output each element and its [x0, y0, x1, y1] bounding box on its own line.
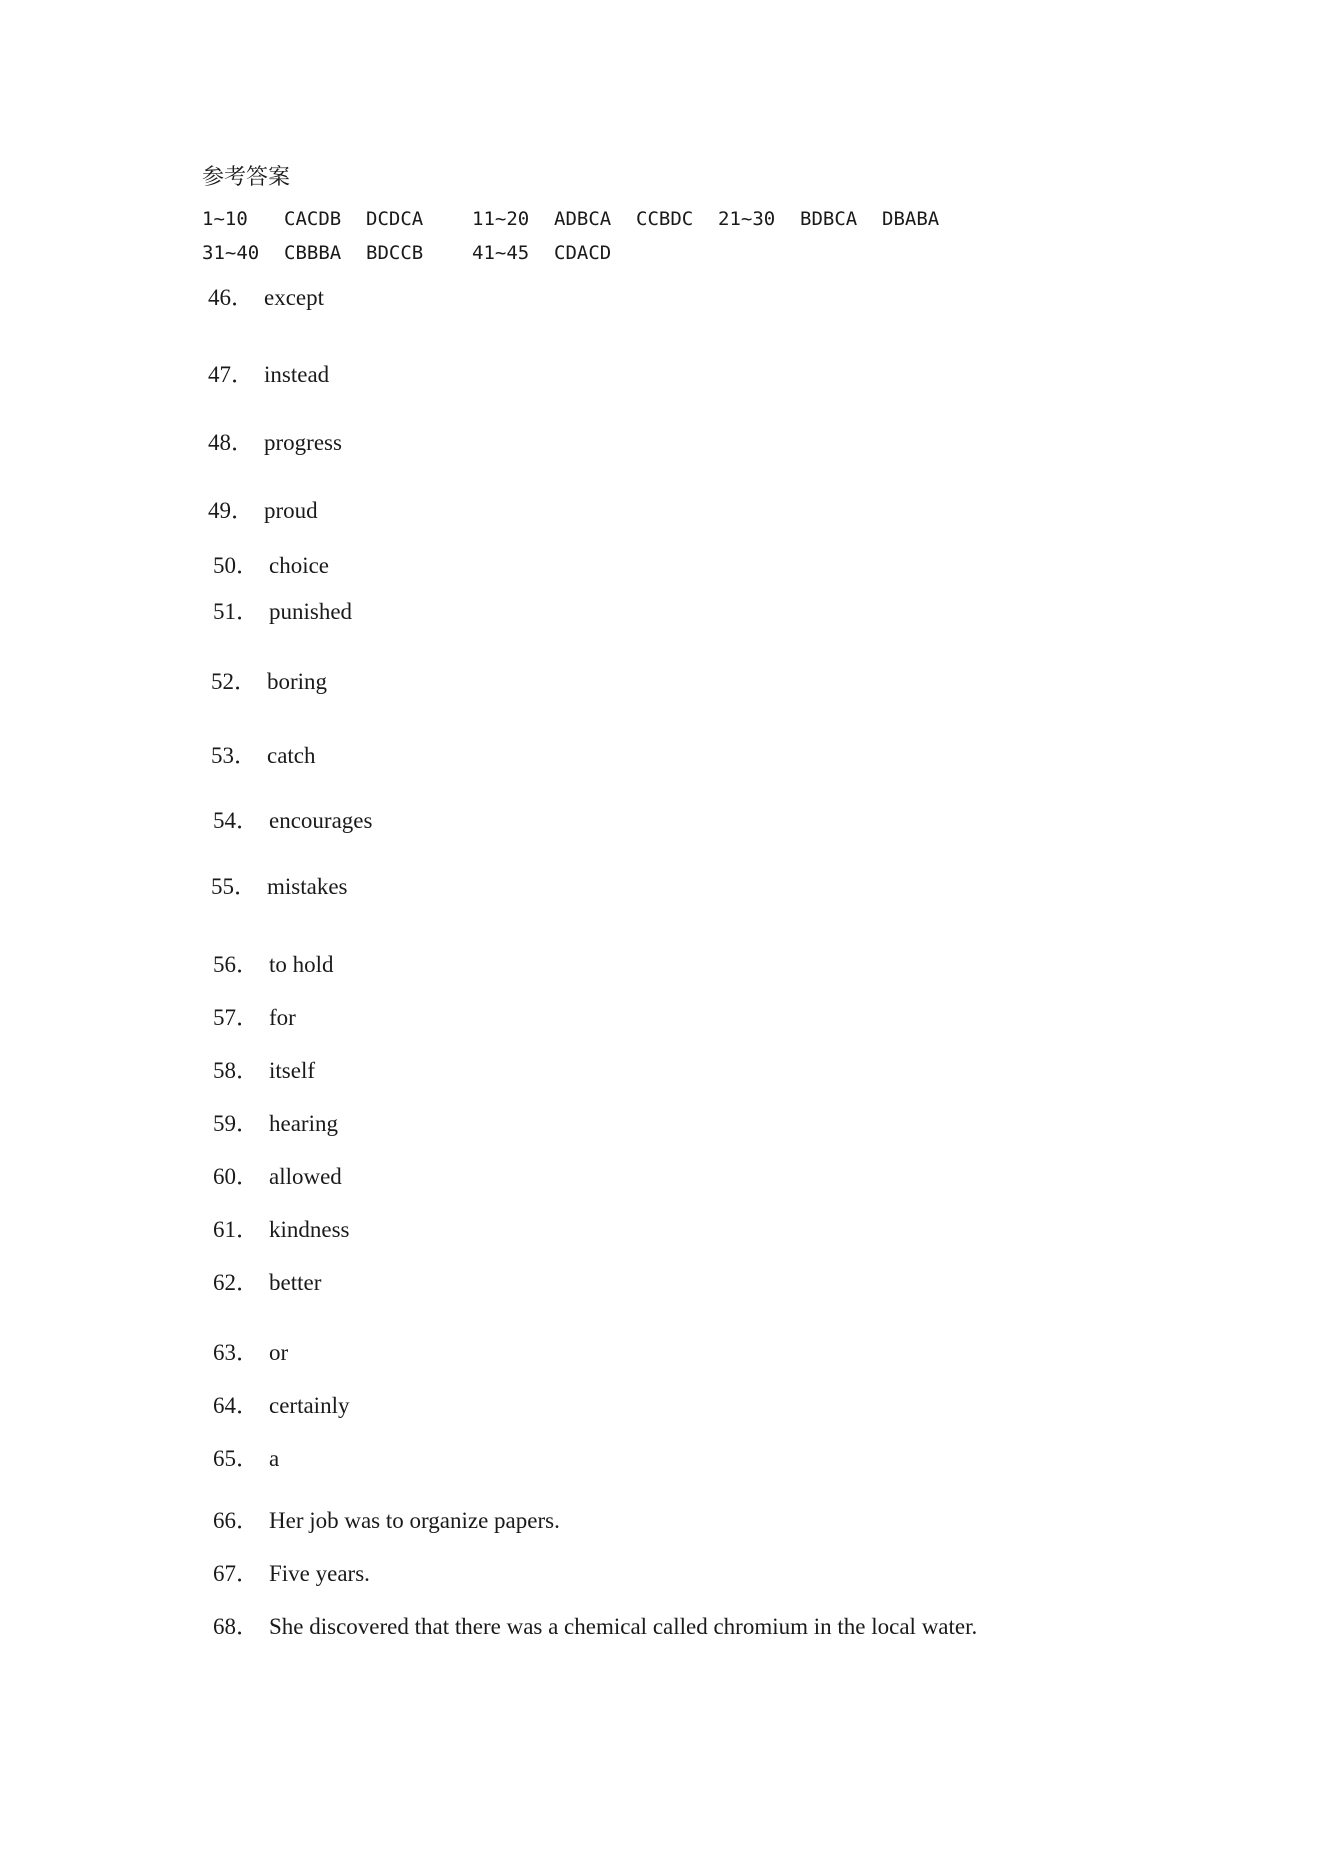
- answer-text: hearing: [269, 1111, 338, 1136]
- mc-range-label: 1~10: [202, 208, 248, 230]
- mc-range-label: 11~20: [472, 208, 530, 230]
- question-number: 61．: [213, 1217, 259, 1242]
- answer-line: [213, 598, 352, 626]
- question-number: 53．: [211, 743, 257, 768]
- mc-answer-group: DBABA: [882, 208, 940, 230]
- question-number: 62．: [213, 1270, 259, 1295]
- question-number: 63．: [213, 1340, 259, 1365]
- mc-range-label: 41~45: [472, 242, 530, 264]
- mc-range-label: 21~30: [718, 208, 776, 230]
- answer-line: [213, 1445, 279, 1473]
- mc-answer-group: CCBDC: [636, 208, 694, 230]
- answer-text: boring: [267, 669, 328, 694]
- question-number: 55．: [211, 874, 257, 899]
- answer-line: [213, 552, 329, 580]
- question-number: 64．: [213, 1393, 259, 1418]
- answer-text: to hold: [269, 952, 334, 977]
- answer-text: She discovered that there was a chemical called chromium in the local water.: [269, 1614, 978, 1639]
- answer-text: kindness: [269, 1217, 350, 1242]
- answer-line: [213, 807, 372, 835]
- question-number: 47．: [208, 362, 254, 387]
- answer-line: [213, 951, 334, 979]
- answer-text: mistakes: [267, 874, 348, 899]
- answer-line: [213, 1560, 370, 1588]
- question-number: 68．: [213, 1614, 259, 1639]
- answer-text: Five years.: [269, 1561, 370, 1586]
- mc-answer-group: CDACD: [554, 242, 612, 264]
- answer-line: [213, 1110, 338, 1138]
- question-number: 49．: [208, 498, 254, 523]
- mc-answer-group: CBBBA: [284, 242, 342, 264]
- question-number: 59．: [213, 1111, 259, 1136]
- page-title: 参考答案: [202, 165, 291, 190]
- answer-line: [211, 873, 348, 901]
- question-number: 50．: [213, 553, 259, 578]
- answer-text: Her job was to organize papers.: [269, 1508, 560, 1533]
- question-number: 60．: [213, 1164, 259, 1189]
- answer-line: [208, 284, 324, 312]
- answer-line: [213, 1613, 977, 1641]
- answer-text: certainly: [269, 1393, 350, 1418]
- question-number: 58．: [213, 1058, 259, 1083]
- answer-line: [211, 668, 327, 696]
- question-number: 46．: [208, 285, 254, 310]
- question-number: 52．: [211, 669, 257, 694]
- answer-line: [208, 497, 318, 525]
- answer-text: proud: [264, 498, 318, 523]
- answer-text: encourages: [269, 808, 373, 833]
- answer-line: [213, 1507, 560, 1535]
- answer-line: [213, 1392, 349, 1420]
- question-number: 67．: [213, 1561, 259, 1586]
- answer-line: [213, 1269, 321, 1297]
- answer-text: better: [269, 1270, 322, 1295]
- question-number: 57．: [213, 1005, 259, 1030]
- answer-line: [208, 429, 342, 457]
- answer-text: choice: [269, 553, 330, 578]
- mc-answer-row-2: [202, 240, 662, 266]
- question-number: 48．: [208, 430, 254, 455]
- mc-answer-group: CACDB: [284, 208, 342, 230]
- question-number: 65．: [213, 1446, 259, 1471]
- answer-line: [213, 1057, 315, 1085]
- answer-text: or: [269, 1340, 289, 1365]
- answer-text: for: [269, 1005, 296, 1030]
- answer-line: [213, 1216, 350, 1244]
- answer-text: allowed: [269, 1164, 342, 1189]
- answer-line: [213, 1004, 296, 1032]
- answer-text: a: [269, 1446, 280, 1471]
- answer-text: progress: [264, 430, 342, 455]
- mc-range-label: 31~40: [202, 242, 260, 264]
- answer-line: [208, 361, 329, 389]
- answer-text: except: [264, 285, 325, 310]
- question-number: 54．: [213, 808, 259, 833]
- question-number: 51．: [213, 599, 259, 624]
- question-number: 56．: [213, 952, 259, 977]
- answer-text: itself: [269, 1058, 315, 1083]
- answer-text: instead: [264, 362, 330, 387]
- answer-text: catch: [267, 743, 316, 768]
- answer-line: [211, 742, 316, 770]
- mc-answer-row-1: [202, 206, 962, 232]
- mc-answer-group: DCDCA: [366, 208, 424, 230]
- question-number: 66．: [213, 1508, 259, 1533]
- mc-answer-group: BDBCA: [800, 208, 858, 230]
- answer-line: [213, 1339, 288, 1367]
- mc-answer-group: BDCCB: [366, 242, 424, 264]
- answer-text: punished: [269, 599, 353, 624]
- answer-line: [213, 1163, 342, 1191]
- mc-answer-group: ADBCA: [554, 208, 612, 230]
